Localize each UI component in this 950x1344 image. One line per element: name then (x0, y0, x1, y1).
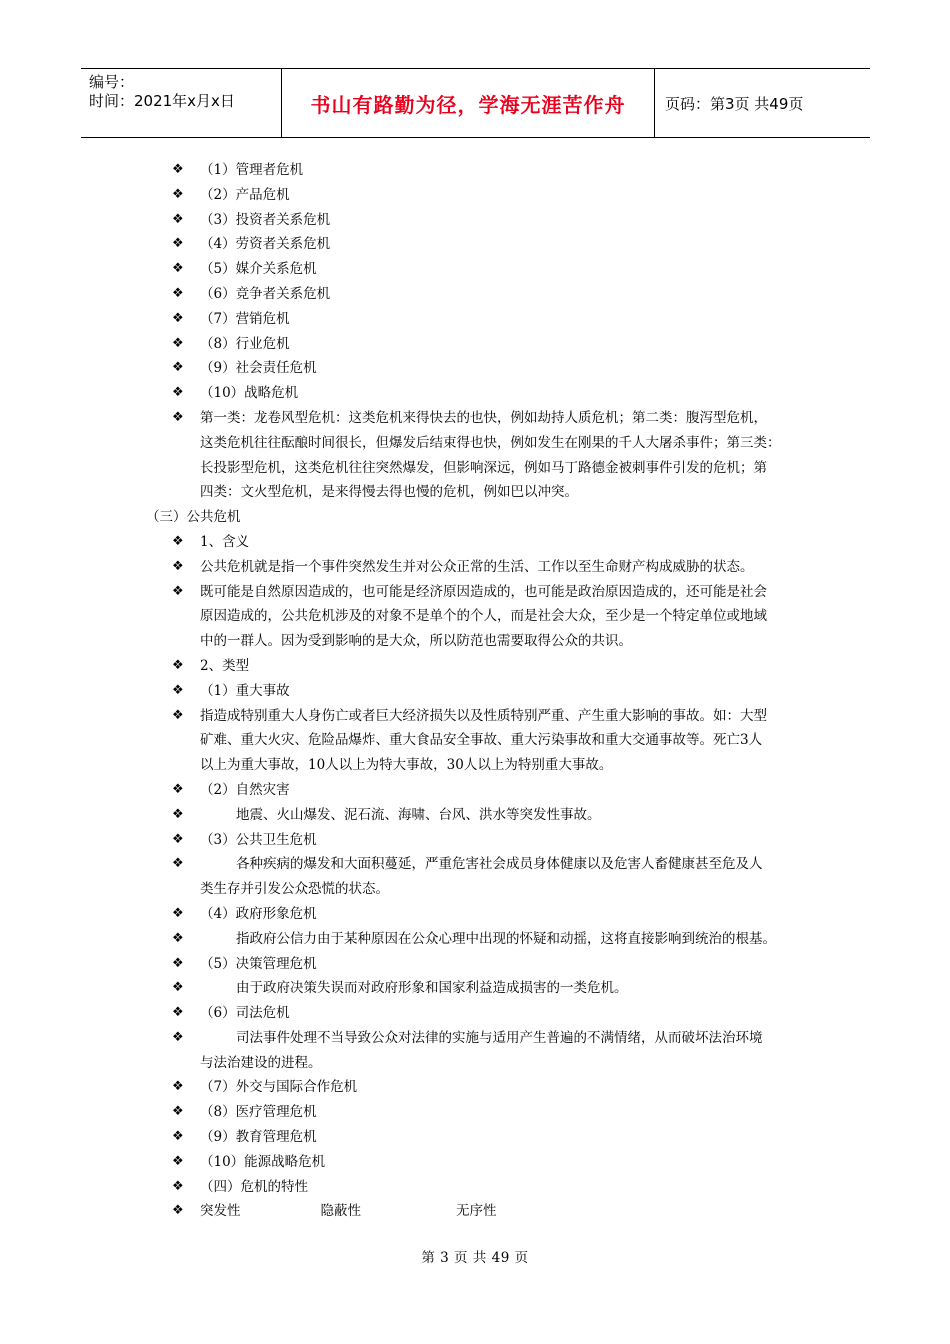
list-item: ❖ （8）行业危机 (0, 332, 950, 357)
paragraph-line: 长投影型危机，这类危机往往突然爆发，但影响深远，例如马丁路德金被刺事件引发的危机；第 (200, 459, 767, 476)
bullet-diamond-icon: ❖ (172, 856, 184, 872)
bullet-diamond-icon: ❖ (172, 236, 184, 252)
list-item: ❖ （7）营销危机 (0, 307, 950, 332)
list-item: ❖ （2）产品危机 (0, 183, 950, 208)
list-item: ❖ （4）劳资者关系危机 (0, 232, 950, 257)
bullet-diamond-icon: ❖ (172, 409, 184, 425)
list-item: ❖ 地震、火山爆发、泥石流、海啸、台风、洪水等突发性事故。 (0, 803, 950, 828)
bullet-diamond-icon: ❖ (172, 558, 184, 574)
trait: 隐蔽性 (320, 1203, 361, 1220)
list-item: ❖ 2、类型 (0, 654, 950, 679)
bullet-diamond-icon: ❖ (172, 930, 184, 946)
paragraph-line: 与法治建设的进程。 (200, 1054, 322, 1071)
bullet-diamond-icon: ❖ (172, 1129, 184, 1145)
paragraph-line: 这类危机往往酝酿时间很长，但爆发后结束得也快，例如发生在刚果的千人大屠杀事件；第三类： (200, 434, 781, 451)
bullet-diamond-icon: ❖ (172, 1079, 184, 1095)
list-item: ❖ （10）能源战略危机 (0, 1150, 950, 1175)
time-label: 时间：2021年x月x日 (89, 92, 235, 110)
bullet-diamond-icon: ❖ (172, 335, 184, 351)
bullet-diamond-icon: ❖ (172, 385, 184, 401)
list-item: ❖ 既可能是自然原因造成的，也可能是经济原因造成的，也可能是政治原因造成的，还可能是社会 (0, 580, 950, 605)
bullet-diamond-icon: ❖ (172, 831, 184, 847)
list-item: ❖ （1）重大事故 (0, 679, 950, 704)
list-item: ❖ （10）战略危机 (0, 381, 950, 406)
list-item: ❖ （4）政府形象危机 (0, 902, 950, 927)
bullet-diamond-icon: ❖ (172, 1203, 184, 1219)
bullet-diamond-icon: ❖ (172, 657, 184, 673)
bullet-diamond-icon: ❖ (172, 1005, 184, 1021)
trait: 无序性 (456, 1203, 497, 1220)
list-item: ❖ （9）教育管理危机 (0, 1125, 950, 1150)
bullet-diamond-icon: ❖ (172, 162, 184, 177)
bullet-diamond-icon: ❖ (172, 1029, 184, 1045)
list-item: ❖ 各种疾病的爆发和大面积蔓延，严重危害社会成员身体健康以及危害人畜健康甚至危及人 (0, 852, 950, 877)
bullet-diamond-icon: ❖ (172, 186, 184, 202)
paragraph-line: 原因造成的，公共危机涉及的对象不是单个的个人，而是社会大众，至少是一个特定单位或地域 (200, 608, 767, 625)
header-meta (81, 69, 282, 137)
bullet-diamond-icon: ❖ (172, 310, 184, 326)
list-item: ❖ 1、含义 (0, 530, 950, 555)
bullet-diamond-icon: ❖ (172, 211, 184, 227)
list-item: ❖ 指造成特别重大人身伤亡或者巨大经济损失以及性质特别严重、产生重大影响的事故。如：大型 (0, 704, 950, 729)
list-item: ❖ （5）决策管理危机 (0, 952, 950, 977)
bullet-diamond-icon: ❖ (172, 261, 184, 277)
bullet-diamond-icon: ❖ (172, 583, 184, 599)
page-label: 页码：第3页 共49页 (665, 94, 804, 113)
bullet-diamond-icon: ❖ (172, 781, 184, 797)
paragraph-line: 矿难、重大火灾、危险品爆炸、重大食品安全事故、重大污染事故和重大交通事故等。死亡3人 (200, 732, 763, 749)
list-item: ❖ （8）医疗管理危机 (0, 1100, 950, 1125)
slogan: 书山有路勤为径，学海无涯苦作舟 (310, 92, 626, 117)
document-body (0, 158, 950, 1224)
list-item: ❖ （四）危机的特性 (0, 1175, 950, 1200)
paragraph-line: 以上为重大事故，10人以上为特大事故，30人以上为特别重大事故。 (200, 757, 613, 774)
list-item: ❖ 公共危机就是指一个事件突然发生并对公众正常的生活、工作以至生命财产构成威胁的状态。 (0, 555, 950, 580)
bullet-diamond-icon: ❖ (172, 1178, 184, 1194)
section-heading: （三）公共危机 (146, 509, 241, 526)
page-footer: 第 3 页 共 49 页 (421, 1250, 529, 1266)
paragraph-line: 中的一群人。因为受到影响的是大众，所以防范也需要取得公众的共识。 (200, 633, 632, 650)
bullet-diamond-icon: ❖ (172, 707, 184, 723)
list-item-crisis-types: ❖ 第一类：龙卷风型危机：这类危机来得快去的也快，例如劫持人质危机；第二类：腹泻型危机， (0, 406, 950, 431)
list-item: ❖ （5）媒介关系危机 (0, 257, 950, 282)
list-item: ❖ （6）竞争者关系危机 (0, 282, 950, 307)
bullet-diamond-icon: ❖ (172, 806, 184, 822)
paragraph-line: 四类：文火型危机，是来得慢去得也慢的危机，例如巴以冲突。 (200, 484, 578, 501)
list-item: ❖ 司法事件处理不当导致公众对法律的实施与适用产生普遍的不满情绪，从而破坏法治环境 (0, 1026, 950, 1051)
bullet-diamond-icon: ❖ (172, 955, 184, 971)
list-item: ❖ （1）管理者危机 (0, 158, 950, 183)
bullet-diamond-icon: ❖ (172, 285, 184, 301)
bullet-diamond-icon: ❖ (172, 1104, 184, 1120)
bullet-diamond-icon: ❖ (172, 905, 184, 921)
page-header (81, 68, 870, 138)
bullet-diamond-icon: ❖ (172, 980, 184, 996)
list-item: ❖ （9）社会责任危机 (0, 356, 950, 381)
list-item: ❖ （3）投资者关系危机 (0, 208, 950, 233)
bullet-diamond-icon: ❖ (172, 533, 184, 549)
trait: 突发性 (200, 1203, 241, 1220)
bullet-diamond-icon: ❖ (172, 360, 184, 376)
list-item: ❖ 指政府公信力由于某种原因在公众心理中出现的怀疑和动摇，这将直接影响到统治的根基。 (0, 927, 950, 952)
header-page-cell (655, 69, 870, 137)
header-slogan-cell (282, 69, 655, 137)
list-item: ❖ （3）公共卫生危机 (0, 828, 950, 853)
bullet-diamond-icon: ❖ (172, 682, 184, 698)
list-item-traits (0, 1199, 950, 1224)
serial-label: 编号： (89, 73, 135, 91)
bullet-diamond-icon: ❖ (172, 1153, 184, 1169)
paragraph-line: 类生存并引发公众恐慌的状态。 (200, 881, 389, 898)
list-item: ❖ （6）司法危机 (0, 1001, 950, 1026)
list-item: ❖ 由于政府决策失误而对政府形象和国家利益造成损害的一类危机。 (0, 976, 950, 1001)
list-item: ❖ （2）自然灾害 (0, 778, 950, 803)
list-item: ❖ （7）外交与国际合作危机 (0, 1075, 950, 1100)
